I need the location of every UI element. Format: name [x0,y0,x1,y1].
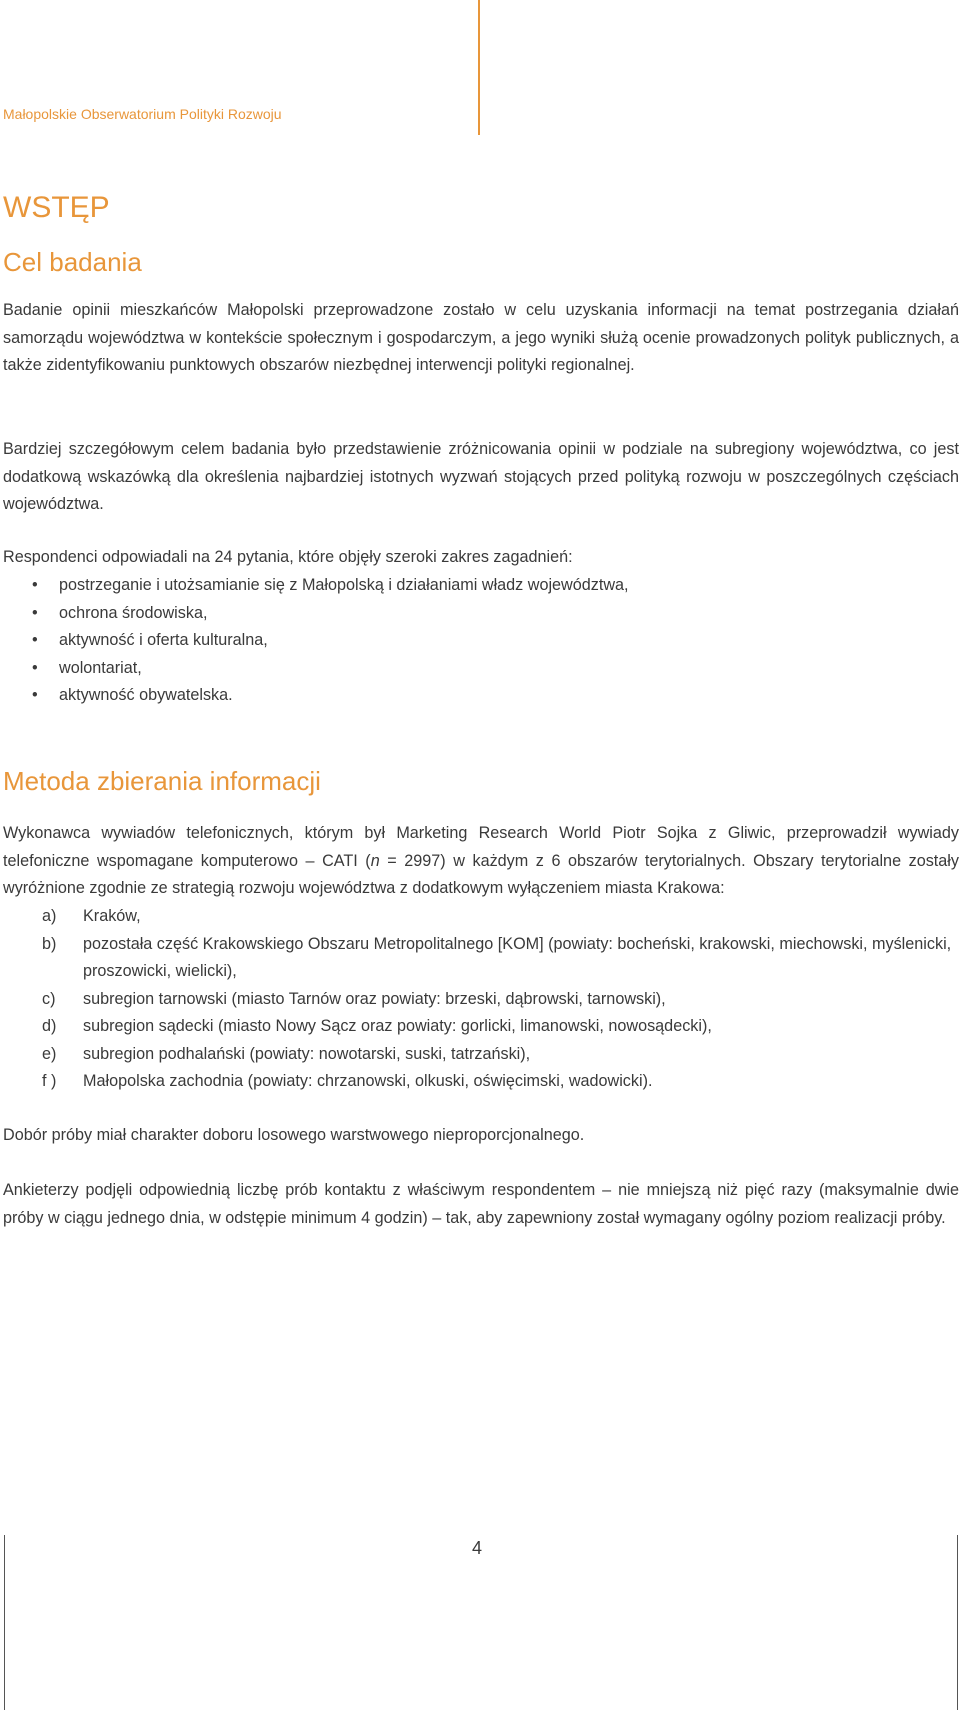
paragraph: Bardziej szczegółowym celem badania było przedstawienie zróżnicowania opinii w podziale na subregiony województwa, co jest dodatkową wskazówką dla określenia najbardziej istotnych wyzwań stojących przed polityką rozwoju w poszczególnych częściach województwa. [3,440,959,513]
list-item-text: subregion podhalański (powiaty: nowotarski, suski, tatrzański), [83,1044,531,1063]
list-marker: a) [42,907,57,925]
section-title-metoda: Metoda zbierania informacji [3,766,321,796]
list-item [3,600,943,628]
list-item [3,572,943,600]
topic-list [3,572,943,710]
list-item-text: Małopolska zachodnia (powiaty: chrzanowski, olkuski, oświęcimski, wadowicki). [83,1072,653,1090]
list-item-text: aktywność i oferta kulturalna, [59,631,268,649]
list-item-text: wolontariat, [59,658,142,677]
list-item [3,1013,959,1041]
list-item-text: Kraków, [83,907,141,925]
chapter-title: WSTĘP [3,191,110,224]
paragraph-text: = 2997) w każdym z 6 obszarów terytorialnych. Obszary terytorialne zostały wyróżnione zgodnie ze strategią rozwoju województwa z dodatkowym wyłączeniem miasta Krakowa: [3,851,960,897]
bullet-icon: • [32,686,38,704]
list-marker: e) [42,1044,57,1063]
list-item [3,986,959,1014]
list-item [3,1041,959,1069]
paragraph: Dobór próby miał charakter doboru losowego warstwowego nieproporcjonalnego. [3,1126,585,1144]
bullet-icon: • [32,603,38,622]
list-marker: c) [42,989,56,1008]
list-item-text: postrzeganie i utożsamianie się z Małopolską i działaniami władz województwa, [59,576,629,594]
list-item-text: aktywność obywatelska. [59,686,233,704]
list-marker: b) [42,934,57,953]
footer-divider-right [957,1535,958,1710]
list-marker: f ) [42,1072,57,1090]
list-item-text: subregion sądecki (miasto Nowy Sącz oraz powiaty: gorlicki, limanowski, nowosądecki), [83,1017,712,1035]
header-divider [478,0,480,135]
bullet-icon: • [32,658,38,677]
paragraph: Respondenci odpowiadali na 24 pytania, które objęły szeroki zakres zagadnień: [3,548,573,566]
bullet-icon: • [32,576,38,594]
section-title-cel-badania: Cel badania [3,247,142,277]
paragraph: Badanie opinii mieszkańców Małopolski przeprowadzone zostało w celu uzyskania informacji na temat postrzegania działań samorządu województwa w kontekście społecznym i gospodarczym, a jego wyniki służą ocenie prowadzonych polityk publicznych, a także zidentyfikowaniu punktowych obszarów niezbędnej interwencji polityki regionalnej. [3,301,959,374]
footer-divider-left [4,1535,5,1710]
running-header: Małopolskie Obserwatorium Polityki Rozwoju [3,106,282,122]
region-list [3,903,959,1096]
paragraph [3,820,959,903]
paragraph-text: Wykonawca wywiadów telefonicznych, którym był Marketing Research World Piotr Sojka z Gliwic, przeprowadził wywiady telefoniczne wspomagane komputerowo – CATI ( [3,824,959,870]
list-item-text: pozostała część Krakowskiego Obszaru Metropolitalnego [KOM] (powiaty: bocheński, krakowski, miechowski, myślenicki, proszowicki, wielicki), [83,934,952,980]
page-number: 4 [472,1538,483,1558]
list-marker: d) [42,1017,57,1035]
list-item-text: ochrona środowiska, [59,603,208,622]
bullet-icon: • [32,631,38,649]
list-item [3,903,959,931]
list-item [3,682,943,710]
list-item [3,655,943,683]
paragraph: Ankieterzy podjęli odpowiednią liczbę prób kontaktu z właściwym respondentem – nie mniejszą niż pięć razy (maksymalnie dwie próby w ciągu jednego dnia, w odstępie minimum 4 godzin) – tak, aby zapewniony został wymagany ogólny poziom realizacji próby. [3,1181,959,1227]
list-item-text: subregion tarnowski (miasto Tarnów oraz powiaty: brzeski, dąbrowski, tarnowski), [83,989,666,1008]
list-item [3,627,943,655]
list-item [3,931,959,986]
sample-size-symbol: n [370,851,380,870]
list-item [3,1068,959,1096]
